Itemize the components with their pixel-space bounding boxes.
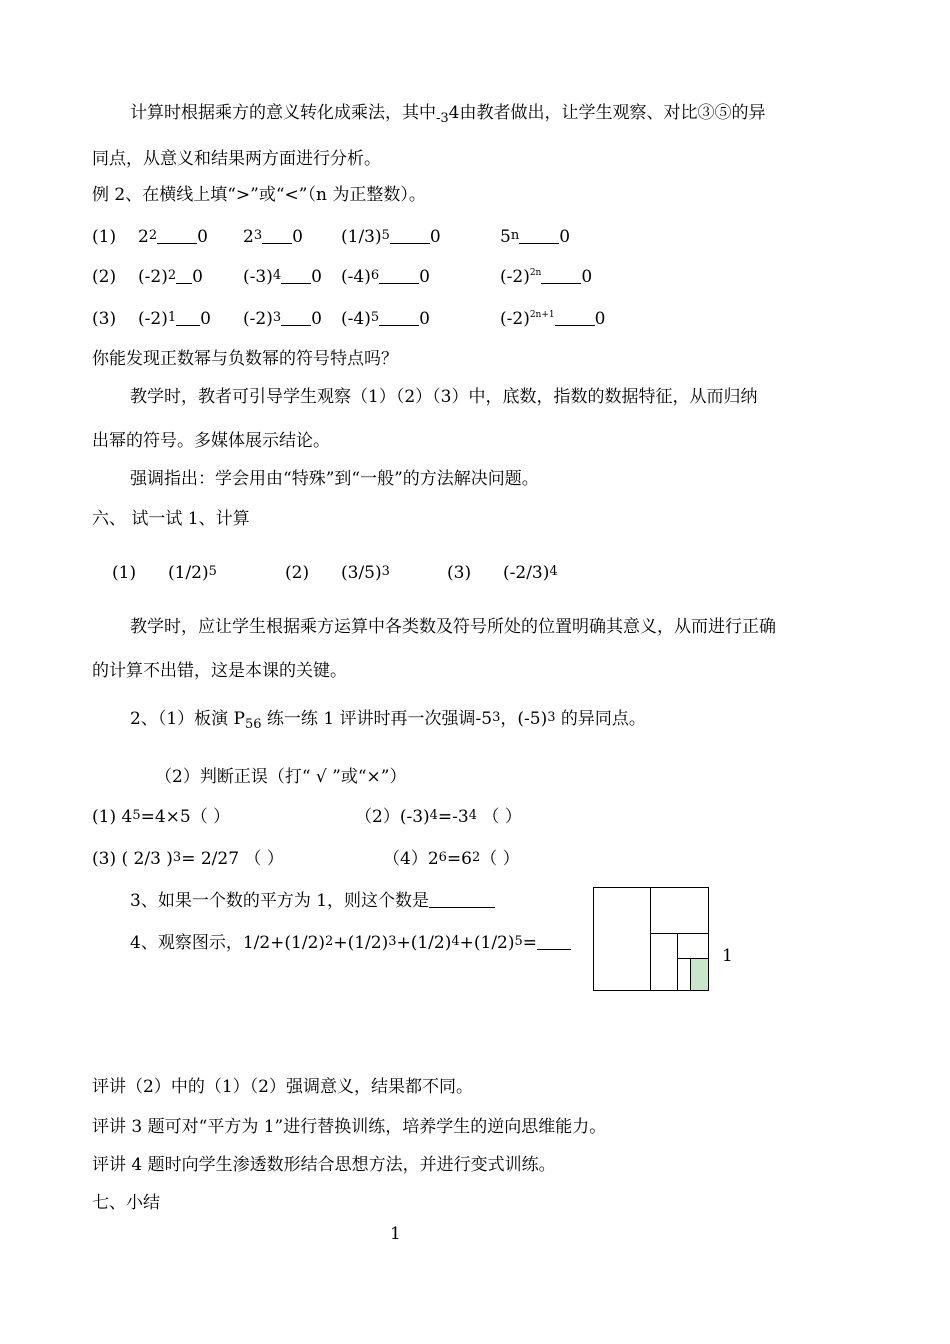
- judge-2: [355, 806, 522, 830]
- ex2-title: 例 2、在横线上填“>”或“<”（n 为正整数）。: [92, 185, 426, 205]
- calc-exp: 3: [381, 564, 390, 579]
- ex2-exp: 2: [148, 228, 158, 243]
- ex2-zero: 0: [419, 309, 430, 329]
- ex2-blank[interactable]: [281, 309, 311, 326]
- j2-exp2: 4: [468, 808, 478, 823]
- ex2-zero: 0: [559, 227, 571, 247]
- ex2-exp: 1: [167, 310, 177, 325]
- ex2-item: [138, 226, 208, 250]
- q2-text-a: 2、（1）板演 P: [130, 709, 245, 729]
- j4-exp: 6: [438, 850, 447, 865]
- q4-d: +(1/2): [459, 933, 515, 953]
- q3-blank[interactable]: [429, 891, 495, 908]
- q2-exp1: 3: [492, 710, 501, 725]
- ex2-exp: 2: [167, 268, 177, 283]
- ex2-exp: 5: [370, 310, 380, 325]
- ex2-base: (-3): [243, 267, 273, 287]
- ex2-base: 5: [500, 227, 511, 247]
- j2-exp: 4: [429, 808, 438, 823]
- ex2-exp: 3: [272, 310, 282, 325]
- ex2-exp: 5: [381, 228, 390, 243]
- ex2-item: [243, 266, 322, 290]
- ex2-item: [500, 308, 605, 333]
- j2-label: （2）(-3): [355, 807, 430, 827]
- calc-label: (1): [112, 563, 137, 583]
- q2-exp2: 3: [547, 710, 556, 725]
- review-2: 评讲 3 题可对“平方为 1”进行替换训练，培养学生的逆向思维能力。: [92, 1117, 607, 1137]
- ex2-base: 2: [138, 227, 149, 247]
- highlight-cell: [690, 958, 709, 991]
- q3: [130, 890, 495, 912]
- ex2-base: (-2): [243, 309, 273, 329]
- judge-1: [92, 806, 230, 830]
- review-3: 评讲 4 题时向学生渗透数形结合思想方法，并进行变式训练。: [92, 1155, 556, 1175]
- ex2-blank[interactable]: [541, 267, 581, 284]
- q2-sub: 56: [244, 717, 262, 732]
- judge-3: [92, 848, 284, 872]
- ex2-base: (-2): [138, 309, 168, 329]
- q4-e2: 3: [388, 934, 397, 949]
- j2-mid: =-3: [437, 807, 469, 827]
- para1-text-b: 由教者做出，让学生观察、对比③⑤的异: [459, 103, 766, 123]
- j1-label: (1) 4: [92, 807, 133, 827]
- j4-mid: =6: [446, 849, 472, 869]
- sec6-teach1: 教学时，应让学生根据乘方运算中各类数及符号所处的位置明确其意义，从而进行正确: [130, 617, 776, 637]
- sec6-calc-item: [112, 562, 217, 586]
- ex2-zero: 0: [292, 227, 303, 247]
- j3-label: (3) ( 2/3 ): [92, 849, 173, 869]
- ex2-blank[interactable]: [157, 227, 197, 244]
- ex2-exp: 3: [253, 228, 263, 243]
- q2-text-c: ，(-5): [500, 709, 548, 729]
- calc-label: (3): [447, 563, 472, 583]
- q2-text-b: 练一练 1 评讲时再一次强调-5: [261, 709, 493, 729]
- ex2-row-label: (2): [92, 267, 117, 287]
- q3-text: 3、如果一个数的平方为 1，则这个数是: [130, 891, 430, 911]
- ex2-blank[interactable]: [176, 267, 192, 284]
- j1-rest: =4×5（ ）: [140, 807, 231, 827]
- ex2-blank[interactable]: [379, 309, 419, 326]
- q2-text-d: 的异同点。: [555, 709, 646, 729]
- j4-label: （4）2: [383, 849, 439, 869]
- ex2-item: [138, 266, 203, 290]
- q4-c: +(1/2): [396, 933, 452, 953]
- judge-title: （2）判断正误（打“ √ ”或“×”）: [155, 767, 407, 787]
- j4-rest: （ ）: [480, 849, 520, 869]
- ex2-item: [500, 266, 592, 291]
- ex2-teach1: 教学时，教者可引导学生观察（1）（2）（3）中，底数，指数的数据特征，从而归纳: [130, 387, 758, 407]
- para1-line1: [130, 102, 766, 126]
- sec6-title: 六、 试一试 1、计算: [92, 509, 250, 529]
- ex2-base: (-4): [341, 309, 371, 329]
- ex2-blank[interactable]: [390, 227, 430, 244]
- ex2-item: [341, 266, 430, 290]
- ex2-blank[interactable]: [379, 267, 419, 284]
- ex2-base: (-2): [138, 267, 168, 287]
- calc-exp: 4: [549, 564, 558, 579]
- ex2-row-label: (1): [92, 227, 117, 247]
- ex2-base: 2: [243, 227, 254, 247]
- ex2-item: [138, 308, 211, 332]
- ex2-zero: 0: [192, 267, 203, 287]
- ex2-blank[interactable]: [555, 309, 595, 326]
- ex2-item: [243, 226, 303, 250]
- j3-exp: 3: [172, 850, 182, 865]
- square-figure: [593, 887, 709, 991]
- j2-rest: （ ）: [477, 807, 522, 827]
- ex2-zero: 0: [200, 309, 211, 329]
- ex2-zero: 0: [419, 267, 430, 287]
- q4-blank[interactable]: [537, 933, 571, 950]
- q4-e1: 2: [325, 934, 334, 949]
- ex2-item: [341, 308, 430, 332]
- sec6-calc-item: [447, 562, 558, 586]
- ex2-base: (-2): [500, 309, 530, 329]
- ex2-exp: n: [510, 228, 520, 243]
- para1-line2: 同点，从意义和结果两方面进行分析。: [92, 149, 381, 169]
- ex2-blank[interactable]: [519, 227, 559, 244]
- para1-neg: -3: [436, 111, 449, 126]
- ex2-zero: 0: [581, 267, 593, 287]
- ex2-item: [243, 308, 322, 332]
- ex2-zero: 0: [429, 227, 441, 247]
- ex2-zero: 0: [311, 309, 322, 329]
- q4-b: +(1/2): [333, 933, 389, 953]
- calc-label: (2): [285, 563, 310, 583]
- q4-a: 4、观察图示，1/2+(1/2): [130, 933, 326, 953]
- review-1: 评讲（2）中的（1）（2）强调意义，结果都不同。: [92, 1077, 473, 1097]
- j4-exp2: 2: [471, 850, 481, 865]
- ex2-exp: 2n: [529, 268, 542, 278]
- para1-sub: 4: [448, 103, 460, 123]
- q4-e3: 4: [451, 934, 460, 949]
- ex2-item: [500, 226, 570, 250]
- ex2-blank[interactable]: [176, 309, 200, 326]
- figure-label: 1: [722, 946, 733, 966]
- para1-text-a: 计算时根据乘方的意义转化成乘法，其中: [130, 103, 436, 123]
- ex2-exp: 4: [272, 268, 282, 283]
- calc-exp: 5: [208, 564, 217, 579]
- j1-exp: 5: [132, 808, 141, 823]
- sec7-title: 七、小结: [92, 1193, 160, 1213]
- calc-base: (1/2): [168, 563, 209, 583]
- ex2-base: (1/3): [341, 227, 382, 247]
- ex2-item: [341, 226, 441, 250]
- ex2-teach2: 出幂的符号。多媒体展示结论。: [92, 431, 330, 451]
- ex2-zero: 0: [311, 267, 322, 287]
- q4: [130, 932, 571, 956]
- judge-4: [383, 848, 520, 872]
- sec6-teach2: 的计算不出错，这是本课的关键。: [92, 661, 347, 681]
- ex2-emphasis: 强调指出：学会用由“特殊”到“一般”的方法解决问题。: [130, 469, 539, 489]
- calc-base: (3/5): [341, 563, 382, 583]
- page-number: 1: [390, 1224, 401, 1244]
- ex2-base: (-2): [500, 267, 530, 287]
- ex2-blank[interactable]: [281, 267, 311, 284]
- ex2-row-label: (3): [92, 309, 117, 329]
- q4-e: =: [522, 933, 538, 953]
- ex2-base: (-4): [341, 267, 371, 287]
- ex2-question: 你能发现正数幂与负数幂的符号特点吗？: [92, 349, 398, 369]
- q4-e4: 5: [514, 934, 523, 949]
- calc-base: (-2/3): [503, 563, 550, 583]
- ex2-blank[interactable]: [262, 227, 292, 244]
- sec6-q2: [130, 708, 646, 732]
- ex2-exp: 2n+1: [529, 310, 555, 320]
- ex2-zero: 0: [197, 227, 208, 247]
- ex2-zero: 0: [594, 309, 606, 329]
- j3-rest: = 2/27 （ ）: [181, 849, 284, 869]
- sec6-calc-item: [285, 562, 390, 586]
- ex2-exp: 6: [370, 268, 380, 283]
